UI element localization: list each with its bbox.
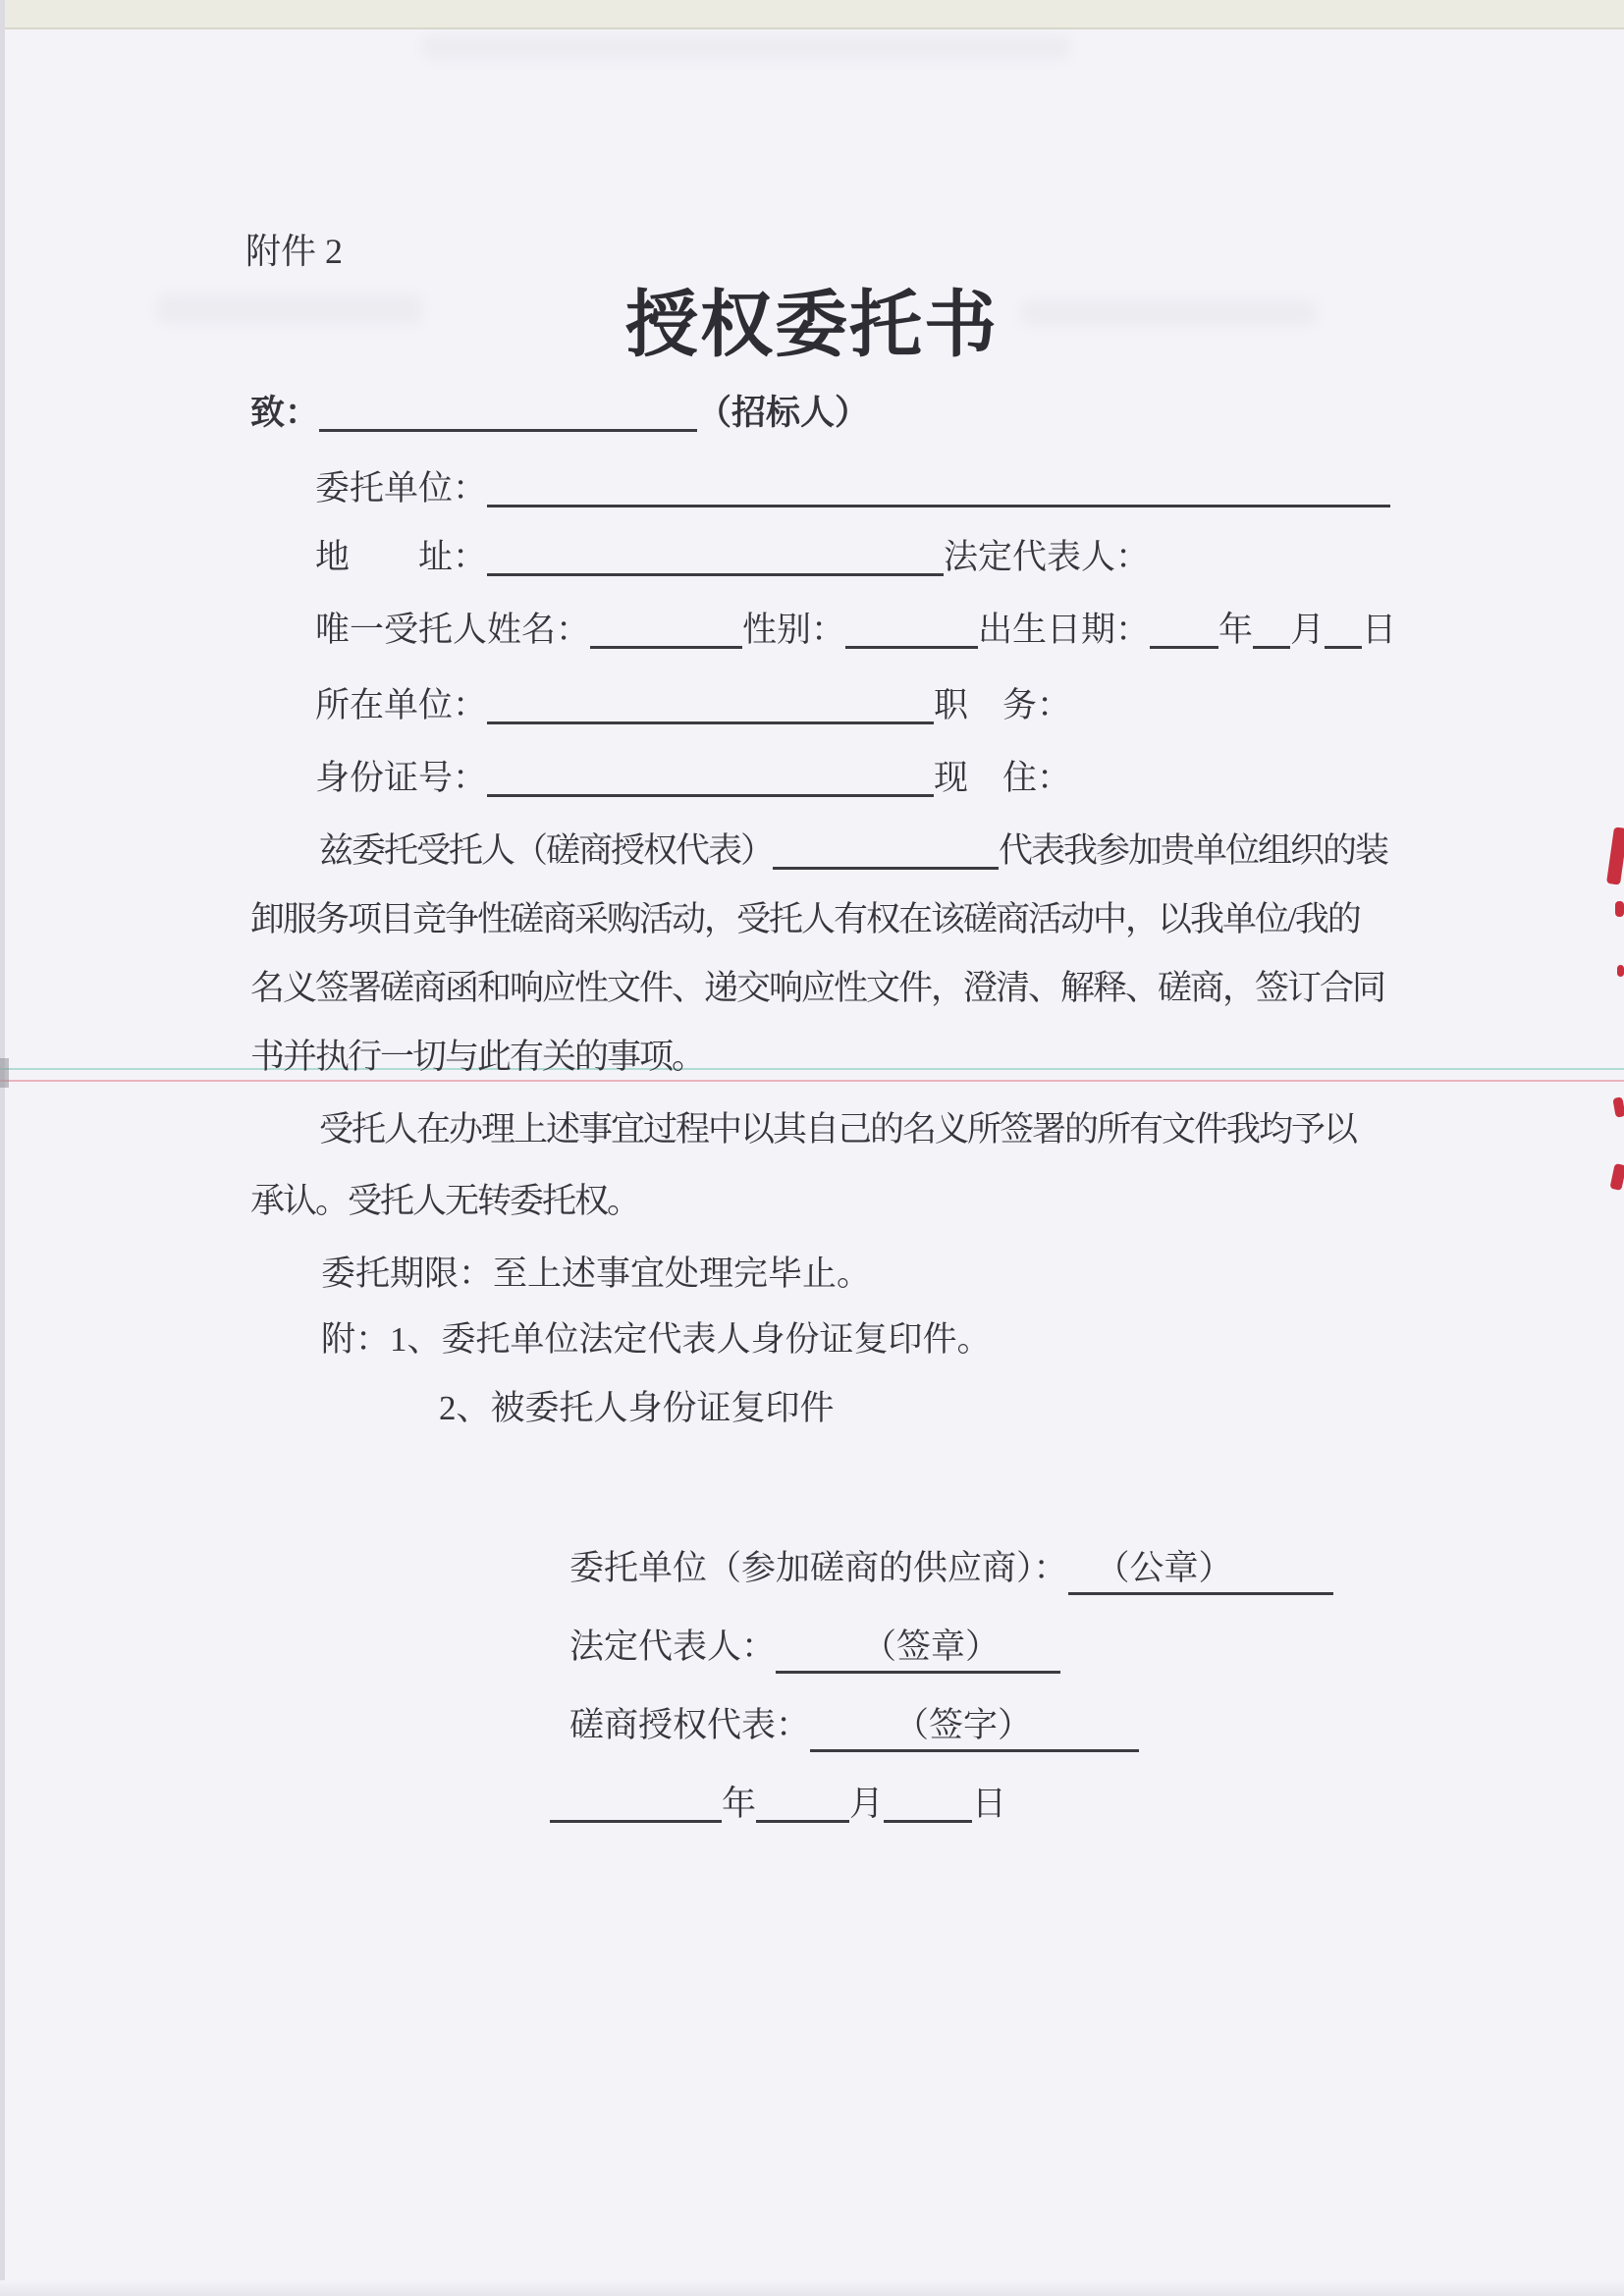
date-year-label: 年 bbox=[722, 1785, 757, 1823]
trustee-name-blank-line bbox=[590, 646, 742, 649]
birth-day-blank-line bbox=[1325, 646, 1362, 649]
month-label: 月 bbox=[1290, 611, 1326, 649]
acknowledgement-line-1: 受托人在办理上述事宜过程中以其自己的名义所签署的所有文件我均予以 bbox=[319, 1110, 1357, 1148]
date-day-blank-line bbox=[884, 1820, 972, 1823]
company-seal-blank-line: （公章） bbox=[1068, 1546, 1333, 1595]
date-month-blank-line bbox=[756, 1820, 849, 1823]
to-blank-line bbox=[319, 429, 697, 432]
attachment-note-2: 2、被委托人身份证复印件 bbox=[439, 1389, 835, 1427]
seal-fragment bbox=[1615, 901, 1624, 917]
entrust-unit-blank-line bbox=[487, 505, 1390, 507]
seal-fragment bbox=[1612, 1096, 1624, 1117]
residence-label: 现 住： bbox=[934, 759, 1072, 797]
birth-date-label: 出生日期： bbox=[978, 611, 1151, 649]
fold-line-teal bbox=[0, 1068, 1624, 1070]
attachment-note-1: 附：1、委托单位法定代表人身份证复印件。 bbox=[321, 1320, 992, 1359]
year-label: 年 bbox=[1218, 611, 1254, 649]
work-unit-label: 所在单位： bbox=[315, 686, 488, 724]
authorization-lead: 兹委托受托人（磋商授权代表） bbox=[319, 831, 774, 870]
signature-representative-row bbox=[569, 1698, 1139, 1753]
authorization-line-1 bbox=[319, 824, 1387, 879]
birth-month-blank-line bbox=[1253, 646, 1290, 649]
seal-fragment bbox=[1617, 965, 1624, 977]
work-unit-row bbox=[315, 678, 1071, 733]
signature-legal-rep-row bbox=[569, 1620, 1060, 1675]
to-label: 致： bbox=[250, 394, 320, 432]
trustee-name-label: 唯一受托人姓名： bbox=[315, 611, 591, 649]
signature-unit-label: 委托单位（参加磋商的供应商）： bbox=[569, 1549, 1068, 1587]
fold-line-pink bbox=[0, 1080, 1624, 1082]
entrust-unit-row bbox=[315, 461, 1390, 516]
seal-fragment bbox=[1606, 827, 1624, 884]
attachment-label: 附件 2 bbox=[245, 232, 344, 271]
id-number-label: 身份证号： bbox=[315, 759, 488, 797]
trustee-row bbox=[315, 603, 1396, 658]
id-number-row bbox=[315, 751, 1071, 806]
seal-fragment bbox=[1609, 1163, 1624, 1191]
scan-bottom-edge-shadow bbox=[0, 2280, 1624, 2296]
address-label: 地 址： bbox=[315, 538, 488, 576]
id-number-blank-line bbox=[487, 794, 934, 797]
authorization-tail: 代表我参加贵单位组织的装 bbox=[999, 831, 1388, 870]
entrust-unit-label: 委托单位： bbox=[315, 469, 488, 507]
birth-year-blank-line bbox=[1150, 646, 1218, 649]
legal-rep-label: 法定代表人： bbox=[944, 538, 1151, 576]
gender-label: 性别： bbox=[742, 611, 846, 649]
date-month-label: 月 bbox=[849, 1785, 885, 1823]
date-day-label: 日 bbox=[972, 1785, 1007, 1823]
authorization-line-2: 卸服务项目竞争性磋商采购活动，受托人有权在该磋商活动中，以我单位/我的 bbox=[250, 900, 1360, 938]
gender-blank-line bbox=[845, 646, 978, 649]
page-title: 授权委托书 bbox=[625, 286, 999, 366]
legal-rep-seal-blank-line: （签章） bbox=[776, 1625, 1060, 1674]
scan-smudge bbox=[0, 1058, 9, 1088]
term-line: 委托期限：至上述事宜处理完毕止。 bbox=[321, 1255, 872, 1293]
address-blank-line bbox=[487, 573, 944, 576]
signature-unit-row bbox=[569, 1541, 1333, 1596]
to-suffix: （招标人） bbox=[697, 394, 870, 432]
scan-top-edge-band bbox=[0, 0, 1624, 29]
signature-representative-label: 磋商授权代表： bbox=[569, 1706, 811, 1744]
date-year-blank-line bbox=[550, 1820, 722, 1823]
representative-sign-blank-line: （签字） bbox=[810, 1703, 1139, 1752]
signature-legal-rep-label: 法定代表人： bbox=[569, 1628, 777, 1666]
representative-name-blank-line bbox=[773, 867, 999, 870]
signature-date-row bbox=[550, 1777, 1006, 1832]
to-line bbox=[250, 386, 869, 441]
work-unit-blank-line bbox=[487, 721, 934, 724]
bleed-through-smudge bbox=[422, 35, 1070, 59]
authorization-line-4: 书并执行一切与此有关的事项。 bbox=[250, 1038, 705, 1076]
authorization-line-3: 名义签署磋商函和响应性文件、递交响应性文件，澄清、解释、磋商，签订合同 bbox=[250, 969, 1385, 1007]
position-label: 职 务： bbox=[934, 686, 1072, 724]
acknowledgement-line-2: 承认。受托人无转委托权。 bbox=[250, 1182, 640, 1220]
day-label: 日 bbox=[1362, 611, 1397, 649]
address-row bbox=[315, 530, 1150, 585]
